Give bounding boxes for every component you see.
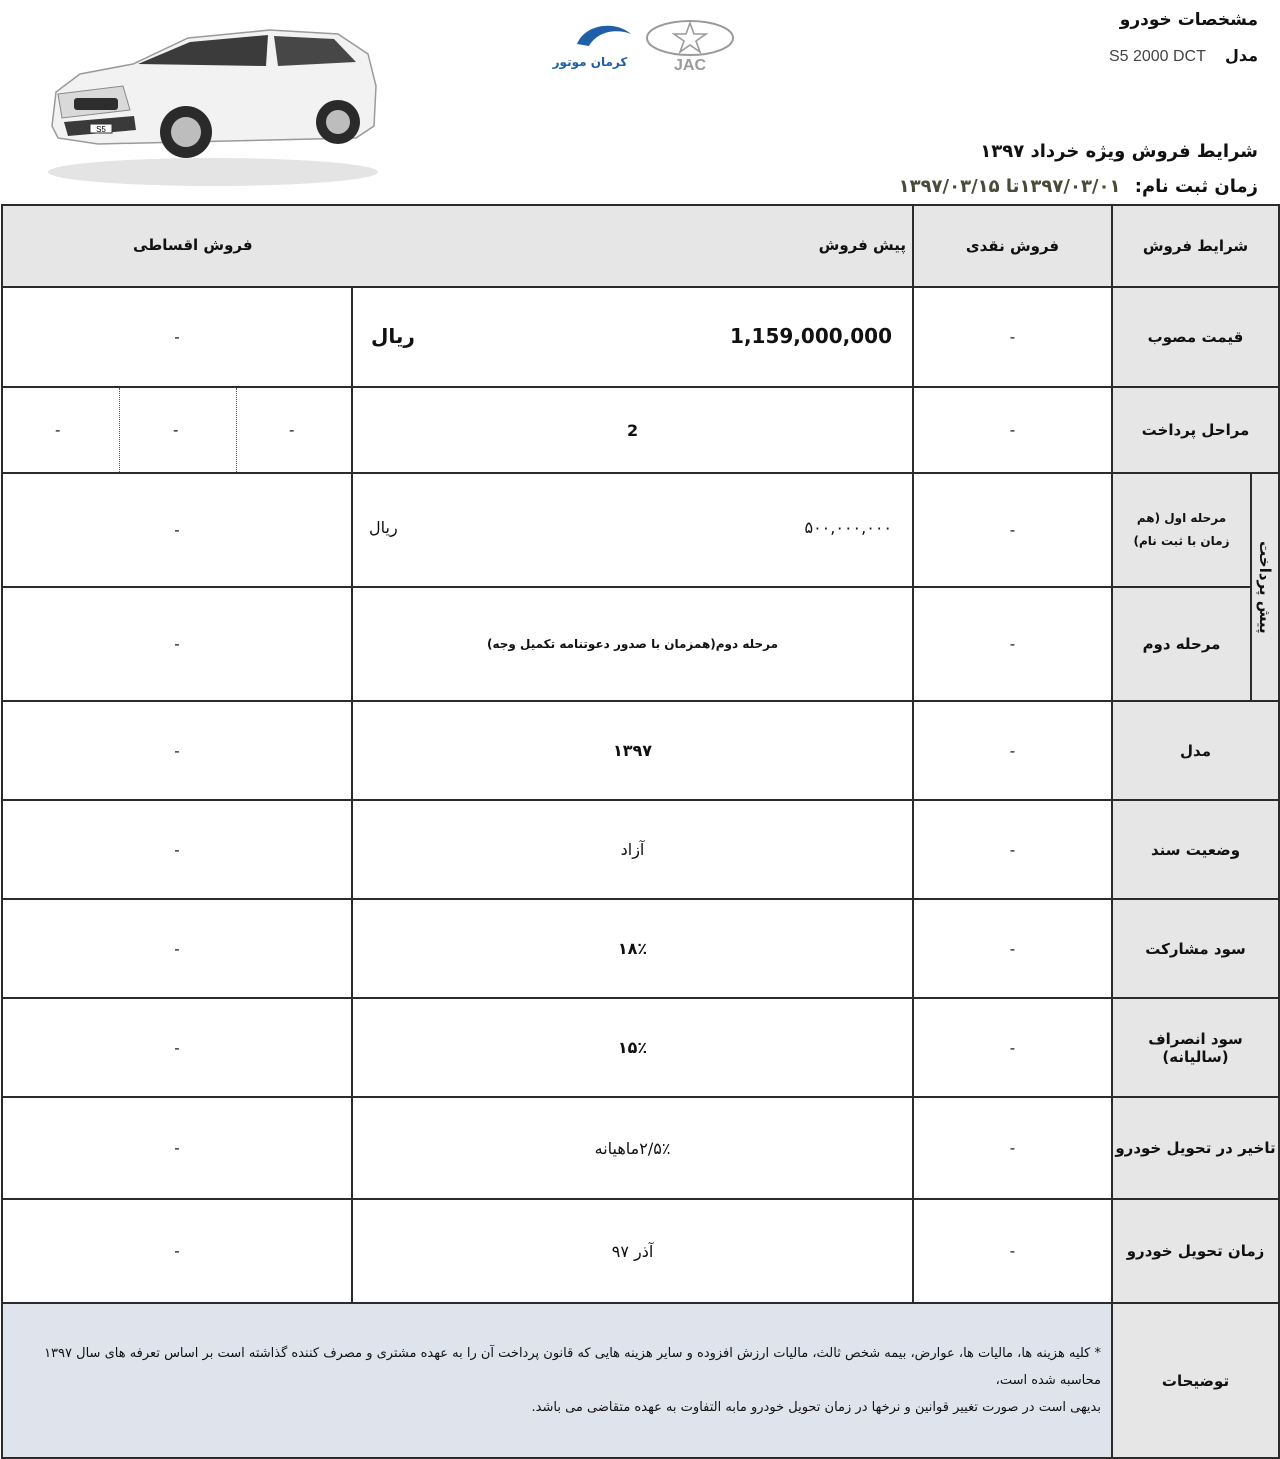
installment-profit: - bbox=[1, 898, 353, 999]
header-presale: پیش فروش bbox=[818, 236, 906, 254]
registration-row bbox=[899, 176, 1258, 197]
presale-profit: ۱۸٪ bbox=[351, 898, 914, 999]
installment-stages-cell bbox=[1, 386, 353, 474]
installment-stage-3: - bbox=[55, 421, 61, 439]
presale-delay: ۲/۵٪ماهیانه bbox=[351, 1096, 914, 1200]
cash-stage2: - bbox=[912, 586, 1113, 702]
row-label-document: وضعیت سند bbox=[1111, 799, 1280, 900]
cash-delay: - bbox=[912, 1096, 1113, 1200]
car-image bbox=[38, 14, 383, 194]
installment-delivery: - bbox=[1, 1198, 353, 1304]
presale-model: ۱۳۹۷ bbox=[351, 700, 914, 801]
presale-price-unit: ریال bbox=[371, 324, 415, 348]
presale-price-amount: 1,159,000,000 bbox=[730, 324, 892, 348]
installment-stage1: - bbox=[1, 472, 353, 588]
prepayment-group-cell bbox=[1250, 472, 1280, 702]
registration-label: زمان ثبت نام: bbox=[1134, 176, 1258, 197]
presale-delivery: آذر ۹۷ bbox=[351, 1198, 914, 1304]
cash-cancel: - bbox=[912, 997, 1113, 1098]
car-badge: S5 bbox=[96, 125, 106, 134]
presale-stage2: مرحله دوم(همزمان با صدور دعوتنامه تکمیل وجه) bbox=[351, 586, 914, 702]
presale-document: آزاد bbox=[351, 799, 914, 900]
model-value: S5 2000 DCT bbox=[1108, 48, 1206, 65]
sales-conditions-table bbox=[1, 204, 1280, 1459]
jac-wordmark: JAC bbox=[673, 57, 707, 74]
presale-cancel: ۱۵٪ bbox=[351, 997, 914, 1098]
installment-stage-1: - bbox=[289, 421, 295, 439]
row-label-cancel: سود انصراف (سالیانه) bbox=[1111, 997, 1280, 1098]
cash-document: - bbox=[912, 799, 1113, 900]
row-label-profit: سود مشارکت bbox=[1111, 898, 1280, 999]
installment-price: - bbox=[1, 286, 353, 388]
prepayment-group-label: پیش پرداخت bbox=[1256, 540, 1274, 634]
jac-logo bbox=[644, 18, 736, 74]
row-label-delivery: زمان تحویل خودرو bbox=[1111, 1198, 1280, 1304]
cash-stages: - bbox=[912, 386, 1113, 474]
cash-profit: - bbox=[912, 898, 1113, 999]
cash-model: - bbox=[912, 700, 1113, 801]
installment-cancel: - bbox=[1, 997, 353, 1098]
installment-delay: - bbox=[1, 1096, 353, 1200]
row-label-price: قیمت مصوب bbox=[1111, 286, 1280, 388]
presale-stage1-unit: ریال bbox=[369, 518, 398, 537]
page-header bbox=[0, 0, 1280, 205]
kerman-motor-logo bbox=[545, 14, 635, 72]
row-label-delay: تاخیر در تحویل خودرو bbox=[1111, 1096, 1280, 1200]
installment-stage-2: - bbox=[173, 421, 179, 439]
model-row bbox=[1109, 46, 1258, 66]
notes-line-1: * کلیه هزینه ها، مالیات ها، عوارض، بیمه شخص ثالث، مالیات ارزش افزوده و سایر هزینه هایی که قانون پرداخت آن را به عهده مشتری و مصرف کننده گذاشته است بر اساس تعرفه های سال ۱۳۹۷ محاسبه شده است، bbox=[44, 1345, 1101, 1388]
presale-stage1-amount: ۵۰۰,۰۰۰,۰۰۰ bbox=[804, 518, 892, 537]
sale-title: شرایط فروش ویژه خرداد ۱۳۹۷ bbox=[980, 141, 1258, 162]
model-label: مدل bbox=[1224, 46, 1258, 65]
cash-price: - bbox=[912, 286, 1113, 388]
header-presale-installment-band bbox=[1, 204, 914, 288]
registration-dates: ۱۳۹۷/۰۳/۰۱تا ۱۳۹۷/۰۳/۱۵ bbox=[898, 176, 1121, 197]
installment-stage2: - bbox=[1, 586, 353, 702]
installment-document: - bbox=[1, 799, 353, 900]
installment-model: - bbox=[1, 700, 353, 801]
presale-price-cell bbox=[351, 286, 914, 388]
row-label-stage2: مرحله دوم bbox=[1111, 586, 1252, 702]
presale-stage1-cell bbox=[351, 472, 914, 588]
cash-delivery: - bbox=[912, 1198, 1113, 1304]
row-label-notes: توضیحات bbox=[1111, 1302, 1280, 1459]
row-label-stages: مراحل پرداخت bbox=[1111, 386, 1280, 474]
header-cash: فروش نقدی bbox=[912, 204, 1113, 288]
presale-stages: 2 bbox=[351, 386, 914, 474]
row-label-stage1: مرحله اول (هم زمان با ثبت نام) bbox=[1111, 472, 1252, 588]
cash-stage1: - bbox=[912, 472, 1113, 588]
header-installment: فروش اقساطی bbox=[133, 236, 253, 254]
notes-cell bbox=[1, 1302, 1113, 1459]
kerman-motor-wordmark: کرمان موتور bbox=[552, 55, 628, 69]
notes-line-2: بدیهی است در صورت تغییر قوانین و نرخها در زمان تحویل خودرو مابه التفاوت به عهده متقاضی می باشد. bbox=[531, 1400, 1101, 1416]
header-conditions: شرایط فروش bbox=[1111, 204, 1280, 288]
row-label-model: مدل bbox=[1111, 700, 1280, 801]
spec-title: مشخصات خودرو bbox=[1119, 10, 1258, 30]
